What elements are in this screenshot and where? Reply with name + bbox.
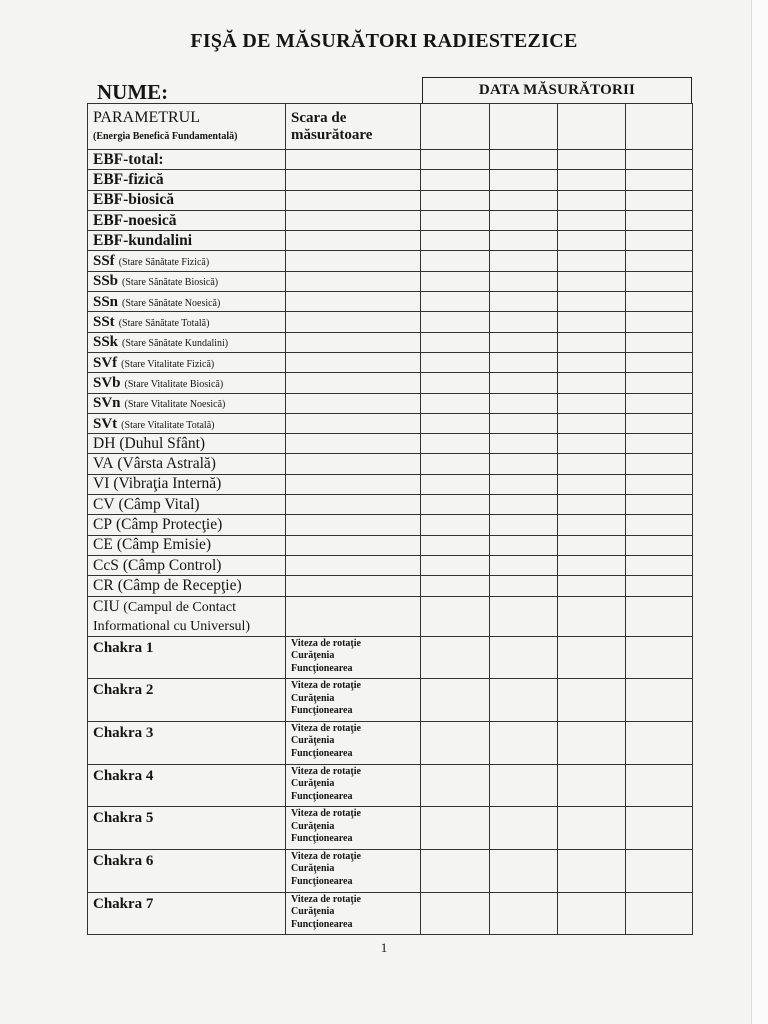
- measurement-cell[interactable]: [558, 596, 626, 636]
- parameter-label: [88, 535, 286, 555]
- parameter-row: [88, 190, 693, 210]
- scale-cell[interactable]: [286, 535, 421, 555]
- scale-cell[interactable]: [286, 312, 421, 332]
- measurement-cell[interactable]: [558, 210, 626, 230]
- measurement-cell[interactable]: [558, 434, 626, 454]
- measurement-cell[interactable]: [490, 807, 558, 850]
- measurement-table: [87, 103, 693, 935]
- measurement-cell[interactable]: [558, 636, 626, 679]
- parameter-label: [88, 271, 286, 291]
- parameter-code: VI: [93, 475, 110, 493]
- date-cell[interactable]: [558, 104, 626, 150]
- chakra-measure-label: Funcţionearea: [291, 833, 353, 845]
- measurement-cell[interactable]: [490, 721, 558, 764]
- measurement-cell[interactable]: [490, 764, 558, 807]
- chakra-measure-label: Viteza de rotaţie: [291, 765, 361, 777]
- chakra-measure-label: Curăţenia: [291, 778, 335, 790]
- measurement-cell[interactable]: [558, 352, 626, 372]
- measurement-cell[interactable]: [626, 413, 693, 433]
- parameter-label: [88, 150, 286, 170]
- parameter-label: [88, 474, 286, 494]
- parameter-code: CR: [93, 576, 114, 594]
- parameter-row-ciu: [88, 596, 693, 636]
- scale-cell[interactable]: [286, 555, 421, 575]
- parameter-label: [88, 312, 286, 332]
- parameter-header: [88, 104, 286, 150]
- parameter-code: SVt: [93, 415, 118, 432]
- measurement-cell[interactable]: [490, 576, 558, 596]
- measurement-cell[interactable]: [421, 474, 490, 494]
- header-row: [88, 104, 693, 150]
- date-cell[interactable]: [490, 104, 558, 150]
- measurement-cell[interactable]: [626, 231, 693, 251]
- measurement-cell[interactable]: [421, 721, 490, 764]
- parameter-code: CcS: [93, 556, 119, 574]
- chakra-measure-label: Funcţionearea: [291, 662, 353, 674]
- measurement-cell[interactable]: [490, 352, 558, 372]
- parameter-row: [88, 150, 693, 170]
- measurement-cell[interactable]: [490, 849, 558, 892]
- measurement-cell[interactable]: [421, 352, 490, 372]
- measurement-cell[interactable]: [626, 312, 693, 332]
- parameter-description: (Câmp Emisie): [116, 536, 212, 554]
- measurement-cell[interactable]: [421, 434, 490, 454]
- measurement-cell[interactable]: [558, 292, 626, 312]
- measurement-cell[interactable]: [626, 170, 693, 190]
- measurement-cell[interactable]: [490, 596, 558, 636]
- measurement-cell[interactable]: [558, 312, 626, 332]
- scale-cell[interactable]: [286, 373, 421, 393]
- chakra-measures: [286, 807, 421, 850]
- chakra-measure-label: Curăţenia: [291, 735, 335, 747]
- measurement-cell[interactable]: [421, 190, 490, 210]
- parameter-row: [88, 251, 693, 271]
- measurement-cell[interactable]: [626, 495, 693, 515]
- scale-cell[interactable]: [286, 190, 421, 210]
- parameter-label: [88, 332, 286, 352]
- measurement-cell[interactable]: [490, 555, 558, 575]
- parameter-row: [88, 312, 693, 332]
- parameter-description: (Duhul Sfânt): [119, 434, 206, 452]
- parameter-label: [88, 292, 286, 312]
- measurement-cell[interactable]: [421, 807, 490, 850]
- date-header: DATA MĂSURĂTORII: [422, 77, 692, 104]
- measurement-cell[interactable]: [421, 150, 490, 170]
- measurement-cell[interactable]: [558, 576, 626, 596]
- parameter-code: SSt: [93, 314, 115, 331]
- measurement-cell[interactable]: [558, 190, 626, 210]
- measurement-cell[interactable]: [421, 312, 490, 332]
- measurement-cell[interactable]: [558, 721, 626, 764]
- measurement-cell[interactable]: [421, 849, 490, 892]
- measurement-cell[interactable]: [490, 231, 558, 251]
- parameter-description: (Stare Sănătate Noesică): [122, 297, 221, 309]
- chakra-measure-label: Viteza de rotaţie: [291, 808, 361, 820]
- parameter-code: CP: [93, 515, 112, 533]
- parameter-description: (Câmp Vital): [118, 495, 200, 513]
- measurement-cell[interactable]: [558, 231, 626, 251]
- scale-cell[interactable]: [286, 251, 421, 271]
- parameter-row: [88, 393, 693, 413]
- chakra-measure-label: Viteza de rotaţie: [291, 722, 361, 734]
- chakra-measure-label: Viteza de rotaţie: [291, 850, 361, 862]
- parameter-header-title: PARAMETRUL: [93, 108, 200, 126]
- scale-cell[interactable]: [286, 393, 421, 413]
- measurement-cell[interactable]: [558, 555, 626, 575]
- scan-edge: [751, 0, 768, 1024]
- chakra-measures: [286, 764, 421, 807]
- measurement-cell[interactable]: [490, 312, 558, 332]
- measurement-cell[interactable]: [421, 292, 490, 312]
- measurement-cell[interactable]: [421, 576, 490, 596]
- measurement-cell[interactable]: [421, 231, 490, 251]
- measurement-cell[interactable]: [421, 373, 490, 393]
- parameter-header-subtitle: (Energia Benefică Fundamentală): [93, 130, 238, 142]
- parameter-code: CV: [93, 495, 115, 513]
- measurement-cell[interactable]: [558, 332, 626, 352]
- parameter-code: EBF-fizică: [93, 170, 164, 188]
- measurement-cell[interactable]: [626, 576, 693, 596]
- chakra-measure-label: Curăţenia: [291, 863, 335, 875]
- parameter-description: (Câmp Control): [122, 556, 222, 574]
- parameter-label: [88, 190, 286, 210]
- parameter-code: EBF-kundalini: [93, 231, 193, 249]
- parameter-row: [88, 271, 693, 291]
- chakra-row: [88, 636, 693, 679]
- measurement-cell[interactable]: [626, 849, 693, 892]
- parameter-label: [88, 393, 286, 413]
- parameter-code: EBF-biosică: [93, 191, 174, 209]
- parameter-label: [88, 596, 286, 636]
- parameter-row: [88, 413, 693, 433]
- parameter-description: (Vârsta Astrală): [117, 455, 216, 473]
- measurement-cell[interactable]: [626, 352, 693, 372]
- chakra-label: Chakra 2: [88, 679, 286, 722]
- chakra-measure-label: Funcţionearea: [291, 875, 353, 887]
- measurement-cell[interactable]: [626, 535, 693, 555]
- parameter-label: [88, 251, 286, 271]
- measurement-cell[interactable]: [626, 555, 693, 575]
- measurement-cell[interactable]: [626, 807, 693, 850]
- parameter-label: [88, 515, 286, 535]
- parameter-row: [88, 495, 693, 515]
- chakra-measure-label: Funcţionearea: [291, 705, 353, 717]
- parameter-description: (Stare Vitalitate Biosică): [124, 378, 224, 390]
- scale-header: Scara de măsurătoare: [286, 104, 421, 150]
- chakra-measure-label: Curăţenia: [291, 906, 335, 918]
- measurement-cell[interactable]: [490, 150, 558, 170]
- measurement-cell[interactable]: [626, 892, 693, 935]
- date-cell[interactable]: [626, 104, 693, 150]
- measurement-cell[interactable]: [558, 251, 626, 271]
- measurement-cell[interactable]: [490, 413, 558, 433]
- measurement-cell[interactable]: [421, 454, 490, 474]
- measurement-cell[interactable]: [558, 495, 626, 515]
- measurement-cell[interactable]: [626, 434, 693, 454]
- parameter-code: VA: [93, 455, 114, 473]
- parameter-label: [88, 495, 286, 515]
- measurement-cell[interactable]: [490, 515, 558, 535]
- name-label: NUME:: [97, 80, 169, 104]
- measurement-cell[interactable]: [558, 393, 626, 413]
- measurement-cell[interactable]: [490, 271, 558, 291]
- parameter-code: SVf: [93, 354, 118, 371]
- measurement-cell[interactable]: [626, 636, 693, 679]
- chakra-measure-label: Viteza de rotaţie: [291, 680, 361, 692]
- measurement-cell[interactable]: [490, 474, 558, 494]
- parameter-code: SSn: [93, 293, 119, 310]
- scale-cell[interactable]: [286, 292, 421, 312]
- measurement-cell[interactable]: [490, 251, 558, 271]
- measurement-cell[interactable]: [490, 454, 558, 474]
- chakra-label: Chakra 4: [88, 764, 286, 807]
- parameter-label: [88, 434, 286, 454]
- measurement-cell[interactable]: [626, 332, 693, 352]
- parameter-description: (Stare Sănătate Fizică): [118, 257, 210, 269]
- measurement-cell[interactable]: [490, 170, 558, 190]
- scale-cell[interactable]: [286, 170, 421, 190]
- measurement-cell[interactable]: [421, 170, 490, 190]
- measurement-cell[interactable]: [558, 454, 626, 474]
- chakra-row: [88, 807, 693, 850]
- page-number: 1: [380, 940, 388, 955]
- parameter-code: EBF-total:: [93, 150, 164, 168]
- parameter-description: (Stare Sănătate Totală): [118, 318, 210, 330]
- chakra-measure-label: Curăţenia: [291, 820, 335, 832]
- measurement-cell[interactable]: [558, 271, 626, 291]
- parameter-description: (Stare Vitalitate Noesică): [124, 399, 226, 411]
- measurement-cell[interactable]: [421, 271, 490, 291]
- scale-cell[interactable]: [286, 150, 421, 170]
- parameter-description: (Stare Sănătate Biosică): [122, 277, 219, 289]
- measurement-cell[interactable]: [421, 679, 490, 722]
- measurement-cell[interactable]: [490, 393, 558, 413]
- measurement-cell[interactable]: [421, 892, 490, 935]
- parameter-label: [88, 555, 286, 575]
- scale-cell[interactable]: [286, 352, 421, 372]
- measurement-cell[interactable]: [626, 251, 693, 271]
- chakra-label: Chakra 6: [88, 849, 286, 892]
- parameter-description: (Stare Vitalitate Fizică): [121, 358, 215, 370]
- measurement-cell[interactable]: [626, 150, 693, 170]
- measurement-cell[interactable]: [626, 764, 693, 807]
- scale-cell[interactable]: [286, 596, 421, 636]
- parameter-label: [88, 413, 286, 433]
- chakra-row: [88, 721, 693, 764]
- measurement-cell[interactable]: [421, 764, 490, 807]
- parameter-row: [88, 454, 693, 474]
- scale-cell[interactable]: [286, 231, 421, 251]
- chakra-measures: [286, 679, 421, 722]
- parameter-description: (Campul de Contact Informational cu Universul): [93, 599, 251, 634]
- measurement-cell[interactable]: [558, 849, 626, 892]
- measurement-cell[interactable]: [626, 210, 693, 230]
- measurement-cell[interactable]: [626, 679, 693, 722]
- parameter-description: (Câmp de Recepţie): [117, 576, 242, 594]
- measurement-cell[interactable]: [490, 892, 558, 935]
- chakra-measures: [286, 636, 421, 679]
- parameter-row: [88, 373, 693, 393]
- measurement-cell[interactable]: [626, 373, 693, 393]
- measurement-cell[interactable]: [626, 721, 693, 764]
- measurement-cell[interactable]: [626, 515, 693, 535]
- parameter-label: [88, 454, 286, 474]
- parameter-code: SSb: [93, 273, 119, 290]
- measurement-cell[interactable]: [421, 495, 490, 515]
- scale-cell[interactable]: [286, 454, 421, 474]
- measurement-cell[interactable]: [490, 636, 558, 679]
- measurement-cell[interactable]: [490, 434, 558, 454]
- chakra-row: [88, 849, 693, 892]
- measurement-cell[interactable]: [626, 596, 693, 636]
- scale-cell[interactable]: [286, 576, 421, 596]
- parameter-row: [88, 292, 693, 312]
- measurement-cell[interactable]: [558, 474, 626, 494]
- parameter-label: [88, 576, 286, 596]
- measurement-cell[interactable]: [490, 679, 558, 722]
- chakra-measure-label: Curăţenia: [291, 650, 335, 662]
- page-title: FIŞĂ DE MĂSURĂTORI RADIESTEZICE: [190, 30, 578, 52]
- parameter-code: SSk: [93, 334, 119, 351]
- measurement-cell[interactable]: [558, 892, 626, 935]
- chakra-label: Chakra 1: [88, 636, 286, 679]
- parameter-description: (Câmp Protecţie): [115, 515, 223, 533]
- parameter-code: SVn: [93, 395, 121, 412]
- parameter-code: CE: [93, 536, 113, 554]
- measurement-cell[interactable]: [558, 807, 626, 850]
- parameter-label: [88, 373, 286, 393]
- parameter-code: SSf: [93, 253, 115, 270]
- parameter-row: [88, 332, 693, 352]
- measurement-cell[interactable]: [421, 515, 490, 535]
- scale-cell[interactable]: [286, 271, 421, 291]
- measurement-cell[interactable]: [626, 454, 693, 474]
- scale-cell[interactable]: [286, 210, 421, 230]
- parameter-code: EBF-noesică: [93, 211, 177, 229]
- parameter-row: [88, 231, 693, 251]
- measurement-cell[interactable]: [626, 190, 693, 210]
- parameter-row: [88, 474, 693, 494]
- measurement-cell[interactable]: [626, 271, 693, 291]
- measurement-cell[interactable]: [558, 170, 626, 190]
- chakra-measures: [286, 721, 421, 764]
- parameter-row: [88, 170, 693, 190]
- measurement-cell[interactable]: [421, 413, 490, 433]
- chakra-label: Chakra 5: [88, 807, 286, 850]
- parameter-row: [88, 434, 693, 454]
- measurement-cell[interactable]: [490, 332, 558, 352]
- parameter-label: [88, 210, 286, 230]
- measurement-cell[interactable]: [421, 210, 490, 230]
- measurement-cell[interactable]: [626, 474, 693, 494]
- parameter-label: [88, 170, 286, 190]
- parameter-label: [88, 352, 286, 372]
- measurement-cell[interactable]: [558, 535, 626, 555]
- parameter-description: (Stare Vitalitate Totală): [121, 419, 215, 431]
- date-cell[interactable]: [421, 104, 490, 150]
- measurement-cell[interactable]: [558, 150, 626, 170]
- scale-cell[interactable]: [286, 515, 421, 535]
- measurement-cell[interactable]: [421, 332, 490, 352]
- parameter-row: [88, 352, 693, 372]
- parameter-code: DH: [93, 434, 116, 452]
- parameter-row: [88, 555, 693, 575]
- measurement-cell[interactable]: [558, 413, 626, 433]
- parameter-row: [88, 576, 693, 596]
- scale-cell[interactable]: [286, 413, 421, 433]
- measurement-cell[interactable]: [421, 535, 490, 555]
- measurement-cell[interactable]: [421, 555, 490, 575]
- parameter-code: SVb: [93, 374, 121, 391]
- chakra-row: [88, 764, 693, 807]
- parameter-description: (Vibraţia Internă): [113, 475, 222, 493]
- measurement-cell[interactable]: [558, 515, 626, 535]
- measurement-cell[interactable]: [490, 495, 558, 515]
- chakra-measure-label: Viteza de rotaţie: [291, 893, 361, 905]
- parameter-code: CIU: [93, 597, 120, 615]
- measurement-cell[interactable]: [421, 636, 490, 679]
- measurement-cell[interactable]: [490, 535, 558, 555]
- scale-cell[interactable]: [286, 332, 421, 352]
- chakra-row: [88, 892, 693, 935]
- measurement-cell[interactable]: [490, 190, 558, 210]
- scale-cell[interactable]: [286, 495, 421, 515]
- parameter-description: (Stare Sănătate Kundalini): [122, 338, 229, 350]
- parameter-label: [88, 231, 286, 251]
- measurement-cell[interactable]: [490, 210, 558, 230]
- measurement-cell[interactable]: [558, 373, 626, 393]
- parameter-row: [88, 210, 693, 230]
- scale-cell[interactable]: [286, 434, 421, 454]
- scale-cell[interactable]: [286, 474, 421, 494]
- measurement-cell[interactable]: [626, 393, 693, 413]
- measurement-cell[interactable]: [421, 596, 490, 636]
- chakra-measures: [286, 892, 421, 935]
- measurement-cell[interactable]: [558, 764, 626, 807]
- chakra-measure-label: Funcţionearea: [291, 790, 353, 802]
- chakra-measure-label: Curăţenia: [291, 692, 335, 704]
- chakra-label: Chakra 7: [88, 892, 286, 935]
- measurement-cell[interactable]: [421, 393, 490, 413]
- chakra-measure-label: Funcţionearea: [291, 918, 353, 930]
- chakra-measure-label: Funcţionearea: [291, 747, 353, 759]
- measurement-cell[interactable]: [626, 292, 693, 312]
- measurement-cell[interactable]: [490, 292, 558, 312]
- chakra-measure-label: Viteza de rotaţie: [291, 637, 361, 649]
- parameter-row: [88, 535, 693, 555]
- chakra-measures: [286, 849, 421, 892]
- chakra-row: [88, 679, 693, 722]
- measurement-cell[interactable]: [490, 373, 558, 393]
- measurement-cell[interactable]: [558, 679, 626, 722]
- measurement-cell[interactable]: [421, 251, 490, 271]
- parameter-row: [88, 515, 693, 535]
- chakra-label: Chakra 3: [88, 721, 286, 764]
